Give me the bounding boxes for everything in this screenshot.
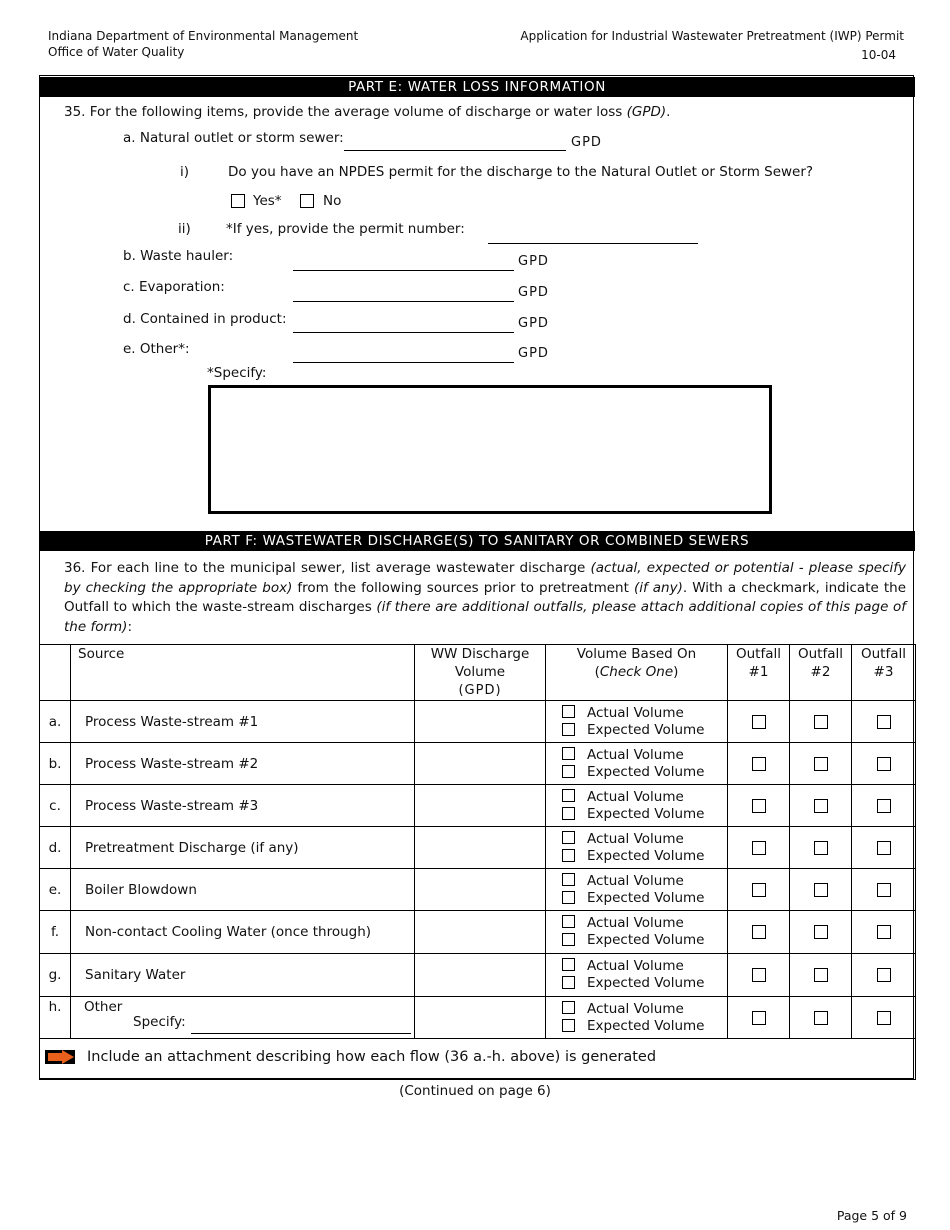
page-number: Page 5 of 9: [836, 1208, 907, 1223]
actual-volume-checkbox[interactable]: [562, 747, 575, 760]
other-unit: GPD: [518, 346, 549, 361]
outfall-1-checkbox[interactable]: [752, 925, 766, 939]
actual-volume-label: Actual Volume: [587, 830, 684, 847]
natural-outlet-input[interactable]: [344, 150, 566, 151]
outfall-1-checkbox[interactable]: [752, 841, 766, 855]
volume-based-cell: [546, 701, 728, 743]
outfall-1-checkbox[interactable]: [752, 883, 766, 897]
source-label: Pretreatment Discharge (if any): [85, 839, 299, 856]
source-label: Other: [84, 999, 123, 1015]
natural-outlet-unit: GPD: [571, 135, 602, 150]
source-header: Source: [71, 645, 415, 701]
specify-textarea[interactable]: [208, 385, 772, 514]
volume-based-cell: [546, 785, 728, 827]
outfall-3-cell: [852, 743, 916, 785]
attachment-note: Include an attachment describing how each flow (36 a.-h. above) is generated: [87, 1049, 657, 1065]
outfall-3-cell: [852, 997, 916, 1039]
table-row: [40, 869, 916, 911]
item-i-label: i): [180, 164, 190, 180]
outfall-1-checkbox[interactable]: [752, 715, 766, 729]
table-row: [40, 954, 916, 997]
outfall-3-cell: [852, 701, 916, 743]
outfall-1-cell: [728, 743, 790, 785]
arrow-icon: [45, 1050, 75, 1064]
outfall-2-checkbox[interactable]: [814, 799, 828, 813]
row-letter: a.: [40, 701, 71, 743]
outfall-2-cell: [790, 954, 852, 997]
outfall-3-checkbox[interactable]: [877, 841, 891, 855]
outfall-1-cell: [728, 785, 790, 827]
npdes-yes-label: Yes*: [253, 193, 282, 209]
volume-based-cell: [546, 869, 728, 911]
expected-volume-label: Expected Volume: [587, 1017, 705, 1034]
outfall-2-cell: [790, 997, 852, 1039]
volume-based-cell: [546, 827, 728, 869]
outfall-1-cell: [728, 701, 790, 743]
table-row: [40, 743, 916, 785]
question-36: 36. For each line to the municipal sewer, list average wastewater discharge (actual, expected or potential - please specify by checking the appropriate box) from the following sources prior to pretreatment (if any). With a checkmark, indicate the Outfall to which the waste-stream discharges (if there are additional outfalls, please attach additional copies of this page of the form):: [64, 560, 906, 635]
expected-volume-checkbox[interactable]: [562, 933, 575, 946]
table-row: [40, 827, 916, 869]
outfall-1-cell: [728, 869, 790, 911]
evaporation-unit: GPD: [518, 285, 549, 300]
discharge-table: [39, 644, 916, 1080]
actual-volume-checkbox[interactable]: [562, 1001, 575, 1014]
row-letter: g.: [40, 954, 71, 997]
table-row: [40, 701, 916, 743]
actual-volume-label: Actual Volume: [587, 872, 684, 889]
outfall-1-cell: [728, 997, 790, 1039]
other-label: e. Other*:: [123, 341, 190, 357]
natural-outlet-label: a. Natural outlet or storm sewer:: [123, 130, 344, 146]
expected-volume-checkbox[interactable]: [562, 891, 575, 904]
outfall-2-checkbox[interactable]: [814, 883, 828, 897]
outfall-3-checkbox[interactable]: [877, 799, 891, 813]
other-input[interactable]: [293, 362, 514, 363]
expected-volume-checkbox[interactable]: [562, 807, 575, 820]
outfall-2-checkbox[interactable]: [814, 1011, 828, 1025]
question-35: 35. For the following items, provide the average volume of discharge or water loss (GPD).: [64, 104, 671, 120]
actual-volume-checkbox[interactable]: [562, 958, 575, 971]
expected-volume-label: Expected Volume: [587, 847, 705, 864]
contained-in-product-unit: GPD: [518, 316, 549, 331]
actual-volume-label: Actual Volume: [587, 746, 684, 763]
table-header-row: [40, 645, 916, 701]
source-label: Process Waste-stream #3: [85, 797, 259, 814]
specify-other-input[interactable]: [191, 1033, 411, 1034]
actual-volume-checkbox[interactable]: [562, 789, 575, 802]
outfall-3-cell: [852, 827, 916, 869]
actual-volume-checkbox[interactable]: [562, 915, 575, 928]
evaporation-label: c. Evaporation:: [123, 279, 225, 295]
evaporation-input[interactable]: [293, 301, 514, 302]
outfall-3-cell: [852, 785, 916, 827]
volume-based-cell: [546, 997, 728, 1039]
outfall-3-cell: [852, 869, 916, 911]
outfall-1-checkbox[interactable]: [752, 757, 766, 771]
outfall-2-header: Outfall #2: [790, 645, 852, 701]
contained-in-product-label: d. Contained in product:: [123, 311, 287, 327]
part-f-title: PART F: WASTEWATER DISCHARGE(S) TO SANITARY OR COMBINED SEWERS: [39, 531, 915, 551]
actual-volume-label: Actual Volume: [587, 915, 684, 931]
row-letter: e.: [40, 869, 71, 911]
expected-volume-label: Expected Volume: [587, 932, 705, 948]
outfall-3-header: Outfall #3: [852, 645, 916, 701]
expected-volume-label: Expected Volume: [587, 721, 705, 738]
outfall-3-checkbox[interactable]: [877, 925, 891, 939]
outfall-1-checkbox[interactable]: [752, 968, 766, 982]
ww-volume-cell[interactable]: [415, 869, 546, 911]
outfall-2-cell: [790, 785, 852, 827]
row-letter: h.: [40, 997, 71, 1039]
outfall-3-checkbox[interactable]: [877, 757, 891, 771]
outfall-2-cell: [790, 827, 852, 869]
continued-note: (Continued on page 6): [399, 1083, 551, 1099]
volume-based-header: Volume Based On (Check One): [546, 645, 728, 701]
outfall-2-checkbox[interactable]: [814, 841, 828, 855]
source-cell: [71, 997, 415, 1039]
npdes-no-checkbox[interactable]: [300, 194, 314, 208]
expected-volume-label: Expected Volume: [587, 975, 705, 991]
ww-volume-cell[interactable]: [415, 701, 546, 743]
item-ii-label: ii): [178, 221, 191, 237]
expected-volume-checkbox[interactable]: [562, 723, 575, 736]
actual-volume-label: Actual Volume: [587, 1000, 684, 1017]
expected-volume-checkbox[interactable]: [562, 765, 575, 778]
actual-volume-checkbox[interactable]: [562, 831, 575, 844]
expected-volume-label: Expected Volume: [587, 805, 705, 822]
outfall-3-cell: [852, 911, 916, 954]
outfall-2-checkbox[interactable]: [814, 925, 828, 939]
letter-header: [40, 645, 71, 701]
source-label: Non-contact Cooling Water (once through): [85, 924, 372, 940]
outfall-2-checkbox[interactable]: [814, 715, 828, 729]
source-cell: [71, 869, 415, 911]
ww-discharge-header: WW Discharge Volume (GPD): [415, 645, 546, 701]
table-row: [40, 997, 916, 1039]
npdes-no-label: No: [323, 193, 342, 209]
source-label: Sanitary Water: [85, 967, 186, 983]
outfall-1-header: Outfall #1: [728, 645, 790, 701]
waste-hauler-label: b. Waste hauler:: [123, 248, 234, 264]
specify-other-label: Specify:: [133, 1014, 186, 1030]
source-cell: [71, 785, 415, 827]
part-e-title: PART E: WATER LOSS INFORMATION: [39, 77, 915, 97]
volume-based-cell: [546, 743, 728, 785]
outfall-3-checkbox[interactable]: [877, 883, 891, 897]
form-title: Application for Industrial Wastewater Pretreatment (IWP) Permit: [520, 29, 904, 43]
actual-volume-label: Actual Volume: [587, 958, 684, 974]
permit-number-label: *If yes, provide the permit number:: [226, 221, 465, 237]
source-label: Process Waste-stream #1: [85, 713, 259, 730]
source-label: Boiler Blowdown: [85, 881, 197, 898]
agency-name: Indiana Department of Environmental Management: [48, 29, 359, 43]
row-letter: f.: [40, 911, 71, 954]
actual-volume-checkbox[interactable]: [562, 873, 575, 886]
specify-label: *Specify:: [207, 365, 267, 381]
outfall-3-checkbox[interactable]: [877, 968, 891, 982]
expected-volume-checkbox[interactable]: [562, 849, 575, 862]
outfall-1-cell: [728, 911, 790, 954]
source-cell: [71, 954, 415, 997]
volume-based-cell: [546, 911, 728, 954]
outfall-2-cell: [790, 911, 852, 954]
row-letter: c.: [40, 785, 71, 827]
source-cell: [71, 827, 415, 869]
row-letter: b.: [40, 743, 71, 785]
waste-hauler-input[interactable]: [293, 270, 514, 271]
actual-volume-label: Actual Volume: [587, 704, 684, 721]
outfall-1-checkbox[interactable]: [752, 1011, 766, 1025]
volume-based-cell: [546, 954, 728, 997]
office-name: Office of Water Quality: [48, 45, 185, 59]
outfall-3-cell: [852, 954, 916, 997]
source-label: Process Waste-stream #2: [85, 755, 259, 772]
contained-in-product-input[interactable]: [293, 332, 514, 333]
source-cell: [71, 743, 415, 785]
table-row: [40, 911, 916, 954]
form-number: 10-04: [861, 48, 896, 62]
outfall-3-checkbox[interactable]: [877, 1011, 891, 1025]
expected-volume-label: Expected Volume: [587, 763, 705, 780]
source-cell: [71, 911, 415, 954]
ww-volume-cell[interactable]: [415, 911, 546, 954]
ww-volume-cell[interactable]: [415, 827, 546, 869]
expected-volume-checkbox[interactable]: [562, 976, 575, 989]
outfall-3-checkbox[interactable]: [877, 715, 891, 729]
row-letter: d.: [40, 827, 71, 869]
ww-volume-cell[interactable]: [415, 997, 546, 1039]
ww-volume-cell[interactable]: [415, 954, 546, 997]
expected-volume-label: Expected Volume: [587, 889, 705, 906]
ww-volume-cell[interactable]: [415, 743, 546, 785]
outfall-1-checkbox[interactable]: [752, 799, 766, 813]
npdes-yes-checkbox[interactable]: [231, 194, 245, 208]
waste-hauler-unit: GPD: [518, 254, 549, 269]
source-cell: [71, 701, 415, 743]
actual-volume-label: Actual Volume: [587, 788, 684, 805]
outfall-2-cell: [790, 869, 852, 911]
outfall-2-checkbox[interactable]: [814, 757, 828, 771]
outfall-2-cell: [790, 743, 852, 785]
ww-volume-cell[interactable]: [415, 785, 546, 827]
outfall-1-cell: [728, 827, 790, 869]
outfall-2-checkbox[interactable]: [814, 968, 828, 982]
actual-volume-checkbox[interactable]: [562, 705, 575, 718]
attachment-note-row: [40, 1039, 916, 1080]
table-row: [40, 785, 916, 827]
outfall-1-cell: [728, 954, 790, 997]
permit-number-input[interactable]: [488, 243, 698, 244]
npdes-question: Do you have an NPDES permit for the discharge to the Natural Outlet or Storm Sewer?: [228, 164, 814, 180]
expected-volume-checkbox[interactable]: [562, 1019, 575, 1032]
outfall-2-cell: [790, 701, 852, 743]
